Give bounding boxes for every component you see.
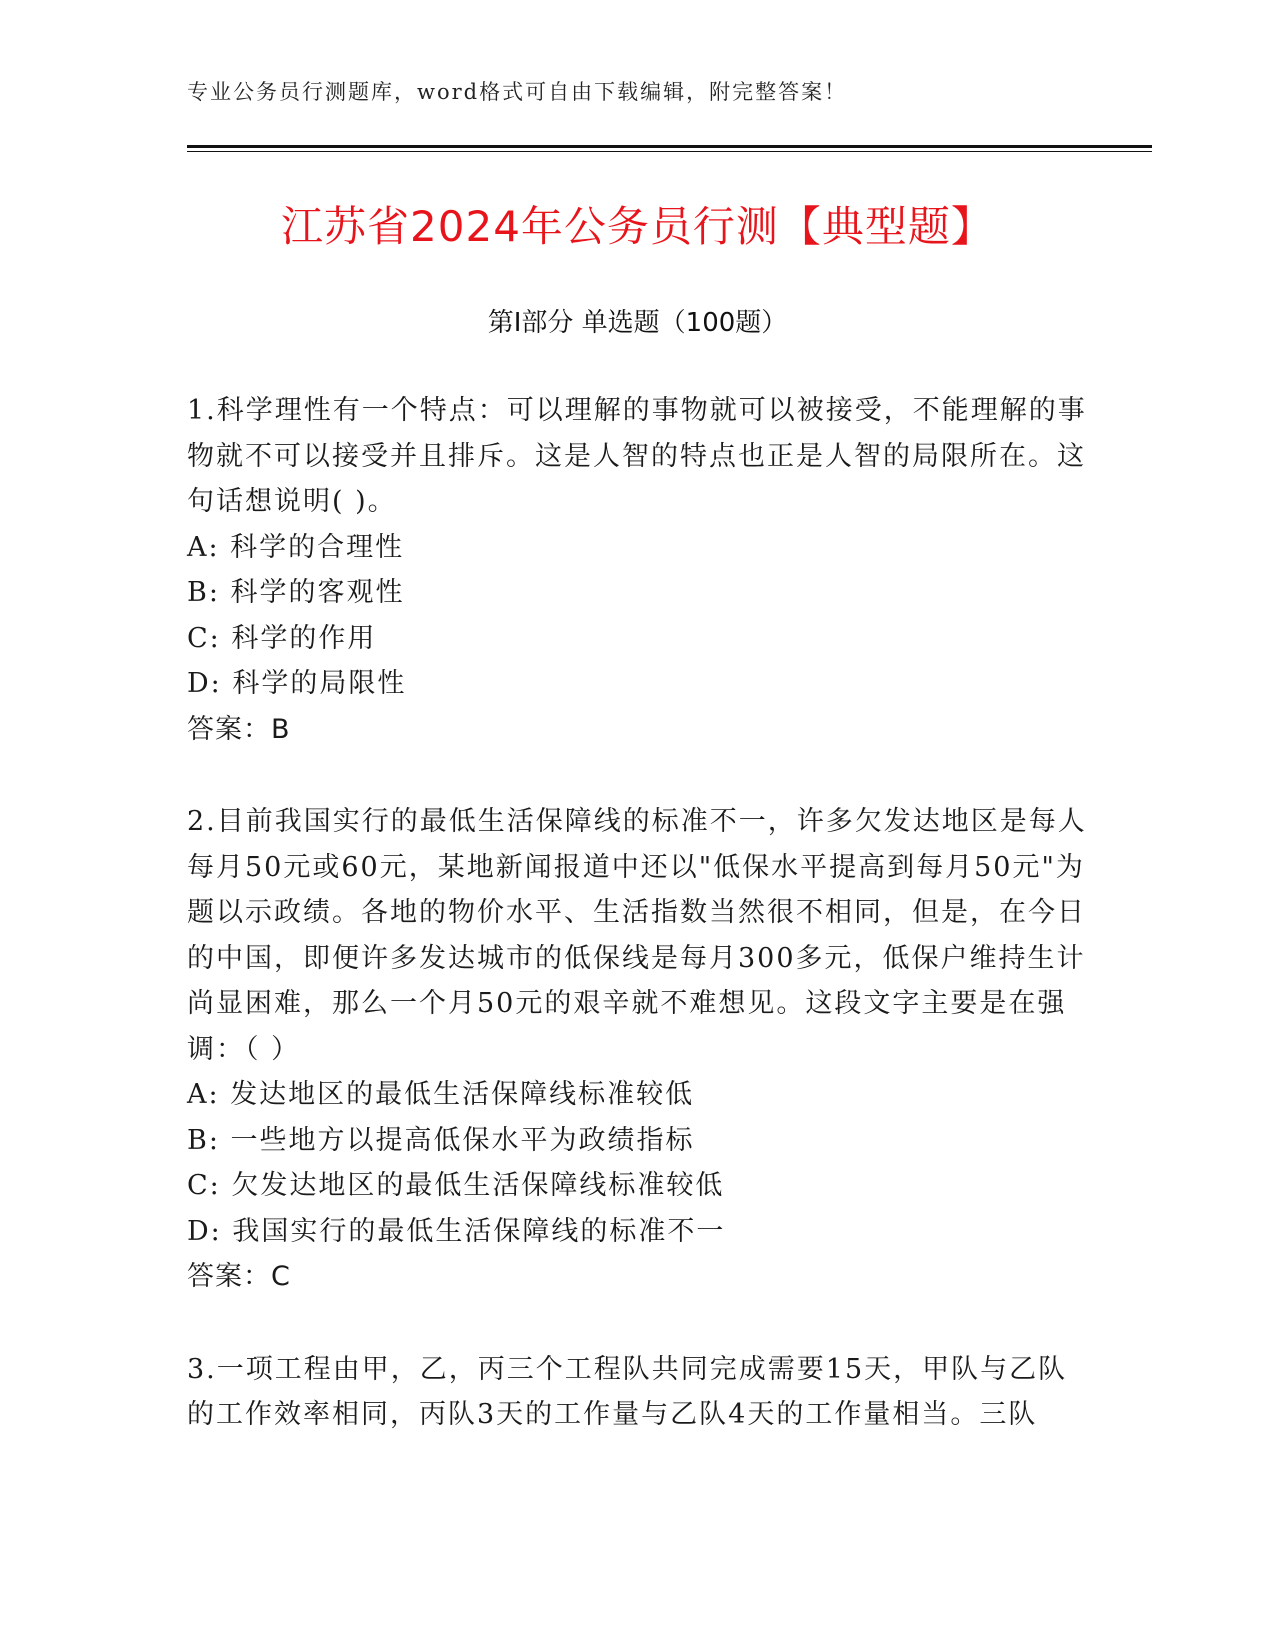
question-3 [187, 1347, 1087, 1438]
answer: 答案：C [187, 1261, 291, 1292]
header-rule-thin [187, 151, 1152, 152]
option-d: D: 科学的局限性 [187, 668, 407, 699]
section-title: 第I部分 单选题（100题） [487, 308, 788, 338]
question-list [187, 388, 1087, 1485]
question-stem: 2.目前我国实行的最低生活保障线的标准不一，许多欠发达地区是每人每月50元或60元，某地新闻报道中还以"低保水平提高到每月50元"为题以示政绩。各地的物价水平、生活指数当然很不相同，但是，在今日的中国，即便许多发达城市的低保线是每月300多元，低保户维持生计尚显困难，那么一个月50元的艰辛就不难想见。这段文字主要是在强调：（ ） [187, 806, 1087, 1065]
header-rule-thick [187, 145, 1152, 148]
question-stem: 3.一项工程由甲，乙，丙三个工程队共同完成需要15天，甲队与乙队的工作效率相同，丙队3天的工作量与乙队4天的工作量相当。三队 [187, 1353, 1068, 1430]
option-c: C: 欠发达地区的最低生活保障线标准较低 [187, 1170, 725, 1201]
document-title: 江苏省2024年公务员行测【典型题】 [281, 202, 994, 251]
option-b: B: 科学的客观性 [187, 577, 405, 608]
question-stem: 1.科学理性有一个特点：可以理解的事物就可以被接受，不能理解的事物就不可以接受并且排斥。这是人智的特点也正是人智的局限所在。这句话想说明( )。 [187, 395, 1087, 517]
header-note: 专业公务员行测题库，word格式可自由下载编辑，附完整答案！ [187, 80, 848, 104]
answer: 答案：B [187, 713, 291, 745]
question-1 [187, 388, 1087, 752]
option-d: D: 我国实行的最低生活保障线的标准不一 [187, 1215, 726, 1247]
question-2 [187, 799, 1087, 1300]
option-b: B: 一些地方以提高低保水平为政绩指标 [187, 1124, 695, 1156]
option-a: A: 科学的合理性 [187, 531, 405, 563]
option-a: A: 发达地区的最低生活保障线标准较低 [187, 1079, 695, 1110]
option-c: C: 科学的作用 [187, 622, 377, 654]
